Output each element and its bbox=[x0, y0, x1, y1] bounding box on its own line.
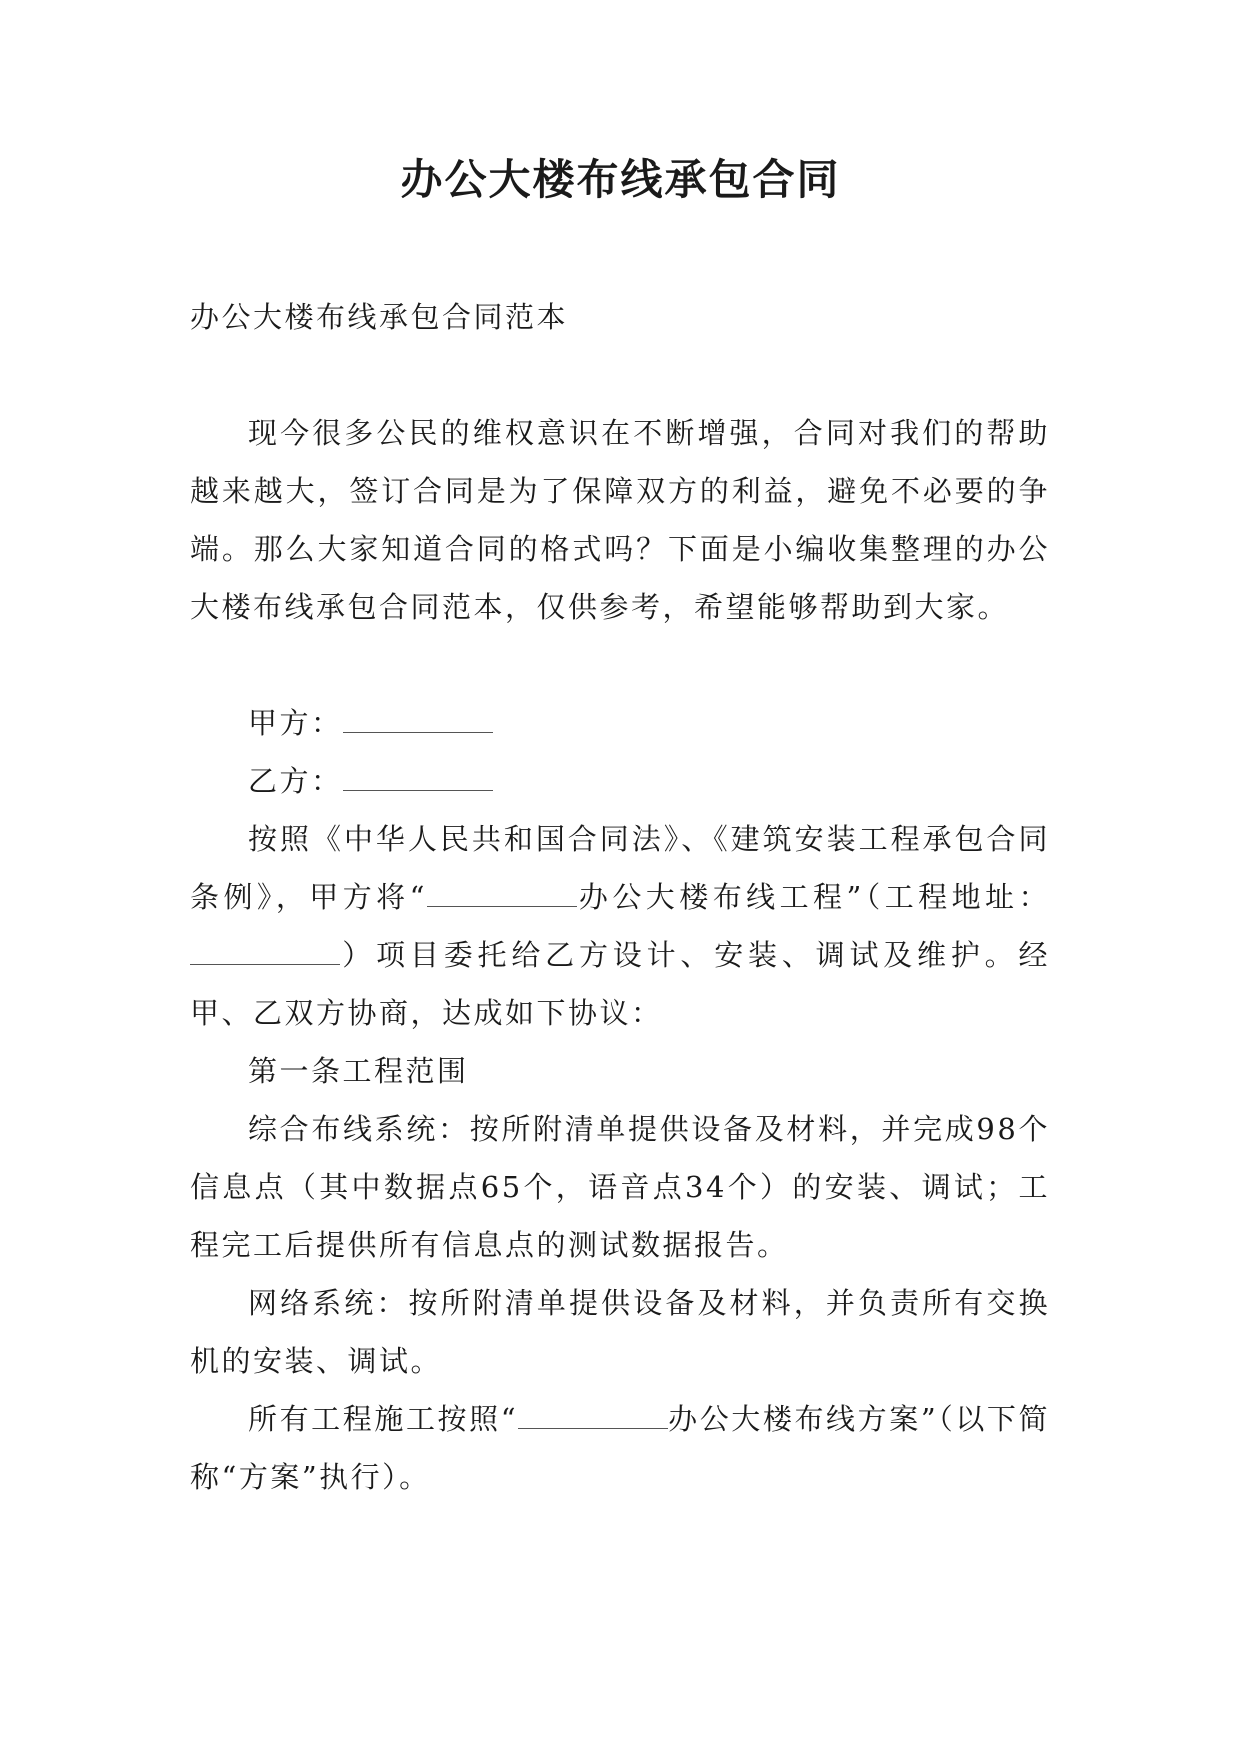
intro-paragraph: 现今很多公民的维权意识在不断增强，合同对我们的帮助越来越大，签订合同是为了保障双方的利益，避免不必要的争端。那么大家知道合同的格式吗？下面是小编收集整理的办公大楼布线承包合同范本，仅供参考，希望能够帮助到大家。 bbox=[190, 416, 1050, 624]
party-a-label: 甲方： bbox=[248, 706, 343, 740]
project-name-blank bbox=[427, 880, 577, 907]
party-a-line bbox=[190, 694, 1050, 752]
agreement-text-3: ）项目委托给乙方设计、安装、调试及维护。经甲、乙双方协商，达成如下协议： bbox=[190, 938, 1050, 1030]
party-a-blank bbox=[343, 706, 493, 733]
document-body bbox=[190, 288, 1050, 1506]
agreement-text-1: 按照《中华人民共和国合同法》、《建筑安装工程承包合同条例》，甲方将“ bbox=[190, 822, 1050, 914]
article-1-network: 网络系统：按所附清单提供设备及材料，并负责所有交换机的安装、调试。 bbox=[190, 1286, 1050, 1378]
party-b-blank bbox=[343, 764, 493, 791]
scheme-text-2: 办公大楼布线方案”（以下简称“方案”执行）。 bbox=[190, 1402, 1050, 1494]
article-1-cabling: 综合布线系统：按所附清单提供设备及材料，并完成98个信息点（其中数据点65个，语音点34个）的安装、调试；工程完工后提供所有信息点的测试数据报告。 bbox=[190, 1112, 1050, 1262]
party-b-line bbox=[190, 752, 1050, 810]
scheme-name-blank bbox=[518, 1402, 668, 1429]
agreement-text-2: 办公大楼布线工程”（工程地址： bbox=[576, 880, 1051, 914]
scheme-text-1: 所有工程施工按照“ bbox=[248, 1402, 519, 1436]
document-title: 办公大楼布线承包合同 bbox=[400, 155, 841, 204]
project-address-blank bbox=[190, 938, 340, 965]
agreement-paragraph bbox=[190, 810, 1050, 1042]
party-b-label: 乙方： bbox=[248, 764, 343, 798]
article-1-heading: 第一条工程范围 bbox=[248, 1054, 469, 1088]
article-1-scheme bbox=[190, 1390, 1050, 1506]
document-subtitle: 办公大楼布线承包合同范本 bbox=[190, 300, 569, 334]
